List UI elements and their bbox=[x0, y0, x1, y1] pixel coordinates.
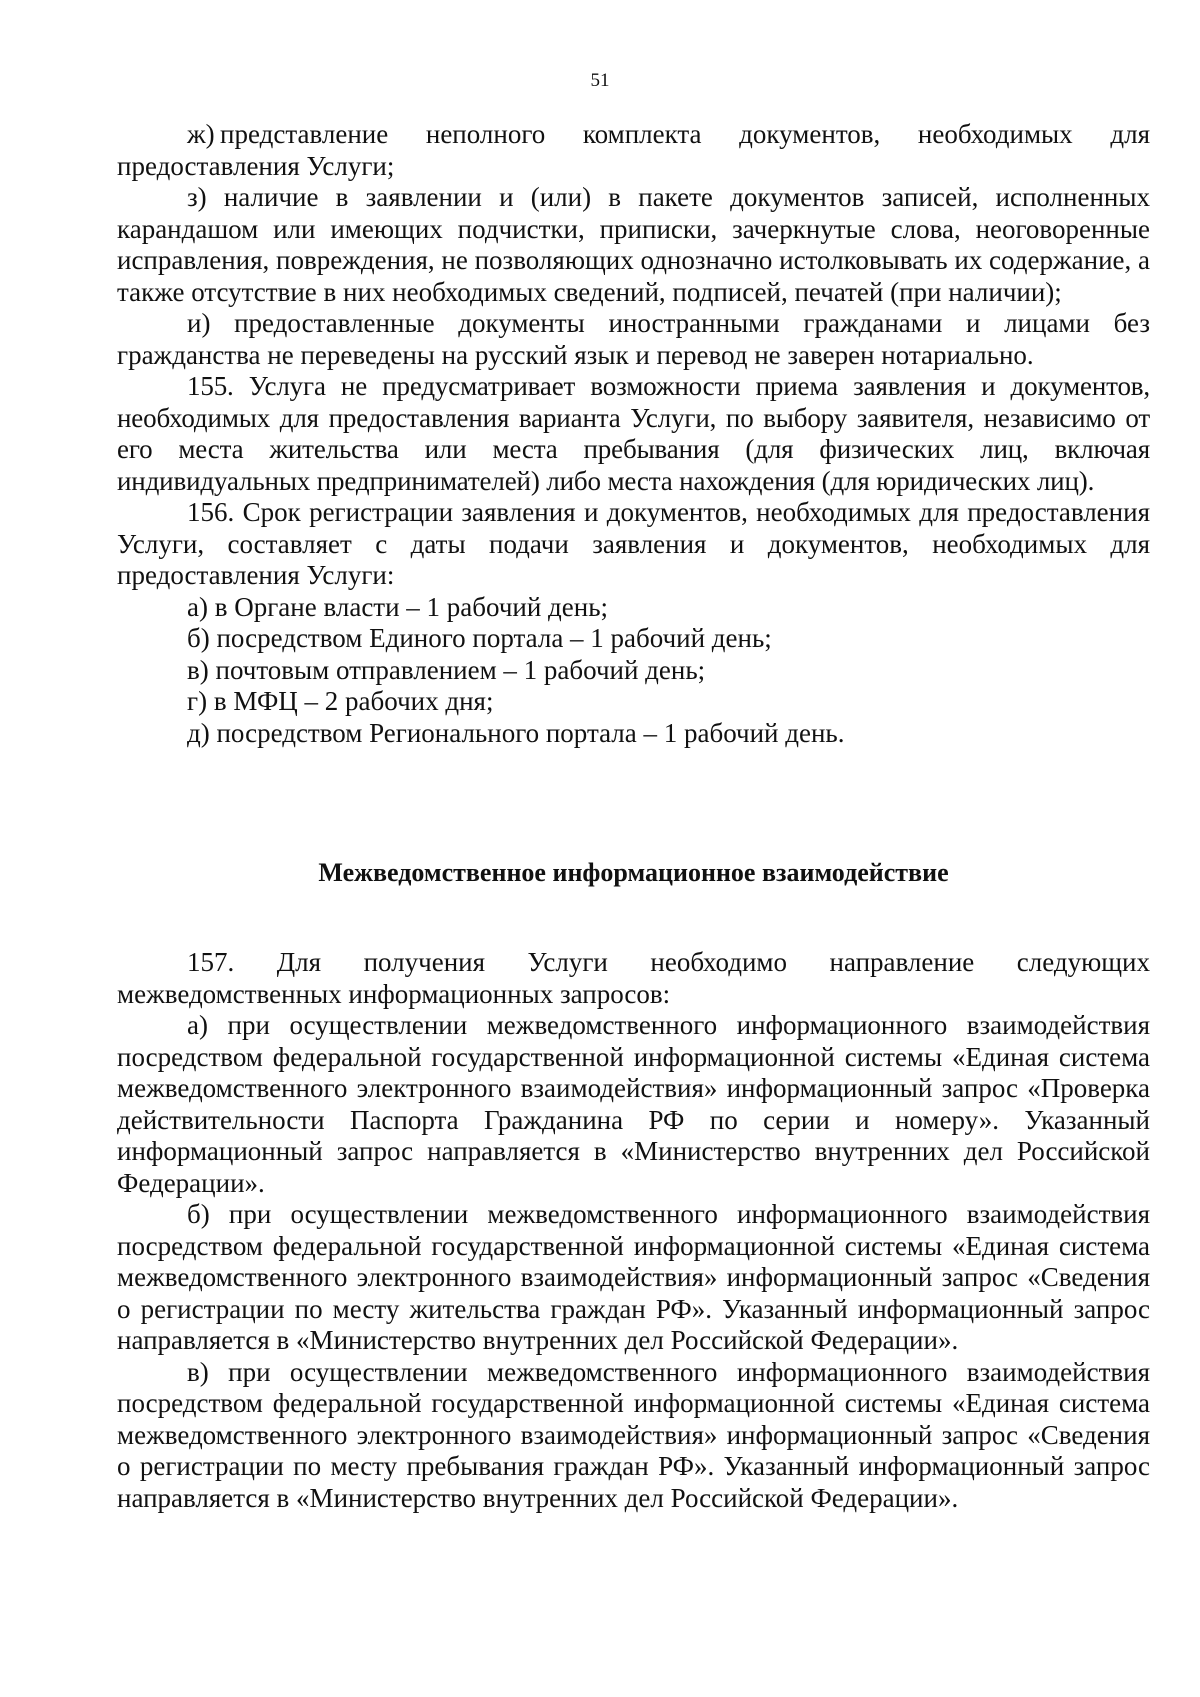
paragraph-157: 157. Для получения Услуги необходимо направление следующих межведомственных информационных запросов: bbox=[117, 947, 1150, 1009]
paragraph-156: 156. Срок регистрации заявления и документов, необходимых для предоставления Услуги, составляет с даты подачи заявления и документов, необходимых для предоставления Услуги: bbox=[117, 497, 1150, 590]
page-number: 51 bbox=[590, 70, 610, 91]
list-item-a: а) в Органе власти – 1 рабочий день; bbox=[187, 591, 609, 622]
section-heading: Межведомственное информационное взаимодействие bbox=[318, 858, 949, 887]
paragraph-item-zh: ж) представление неполного комплекта документов, необходимых для предоставления Услуги; bbox=[117, 119, 1150, 181]
section-interagency bbox=[117, 947, 1150, 1514]
list-item-g: г) в МФЦ – 2 рабочих дня; bbox=[187, 686, 494, 716]
paragraph-157-b: б) при осуществлении межведомственного информационного взаимодействия посредством федеральной государственной информационной системы «Единая система межведомственного электронного взаимодействия» информационный запрос «Сведения о регистрации по месту жительства граждан РФ». Указанный информационный запрос направляется в «Министерство внутренних дел Российской Федерации». bbox=[117, 1199, 1150, 1355]
list-item-d: д) посредством Регионального портала – 1 рабочий день. bbox=[187, 717, 845, 748]
paragraph-155: 155. Услуга не предусматривает возможности приема заявления и документов, необходимых для предоставления варианта Услуги, по выбору заявителя, независимо от его места жительства или места пребывания (для физических лиц, включая индивидуальных предпринимателей) либо места нахождения (для юридических лиц). bbox=[117, 371, 1150, 496]
section-requirements bbox=[117, 119, 1150, 749]
paragraph-item-i: и) предоставленные документы иностранными гражданами и лицами без гражданства не переведены на русский язык и перевод не заверен нотариально. bbox=[117, 308, 1150, 370]
paragraph-157-a: а) при осуществлении межведомственного информационного взаимодействия посредством федеральной государственной информационной системы «Единая система межведомственного электронного взаимодействия» информационный запрос «Проверка действительности Паспорта Гражданина РФ по серии и номеру». Указанный информационный запрос направляется в «Министерство внутренних дел Российской Федерации». bbox=[117, 1010, 1150, 1198]
paragraph-item-z: з) наличие в заявлении и (или) в пакете документов записей, исполненных карандашом или имеющих подчистки, приписки, зачеркнутые слова, неоговоренные исправления, повреждения, не позволяющих однозначно истолковывать их содержание, а также отсутствие в них необходимых сведений, подписей, печатей (при наличии); bbox=[117, 182, 1150, 307]
list-item-b: б) посредством Единого портала – 1 рабочий день; bbox=[187, 623, 772, 653]
paragraph-157-v: в) при осуществлении межведомственного информационного взаимодействия посредством федеральной государственной информационной системы «Единая система межведомственного электронного взаимодействия» информационный запрос «Сведения о регистрации по месту пребывания граждан РФ». Указанный информационный запрос направляется в «Министерство внутренних дел Российской Федерации». bbox=[117, 1356, 1150, 1513]
list-item-v: в) почтовым отправлением – 1 рабочий день; bbox=[187, 654, 706, 685]
